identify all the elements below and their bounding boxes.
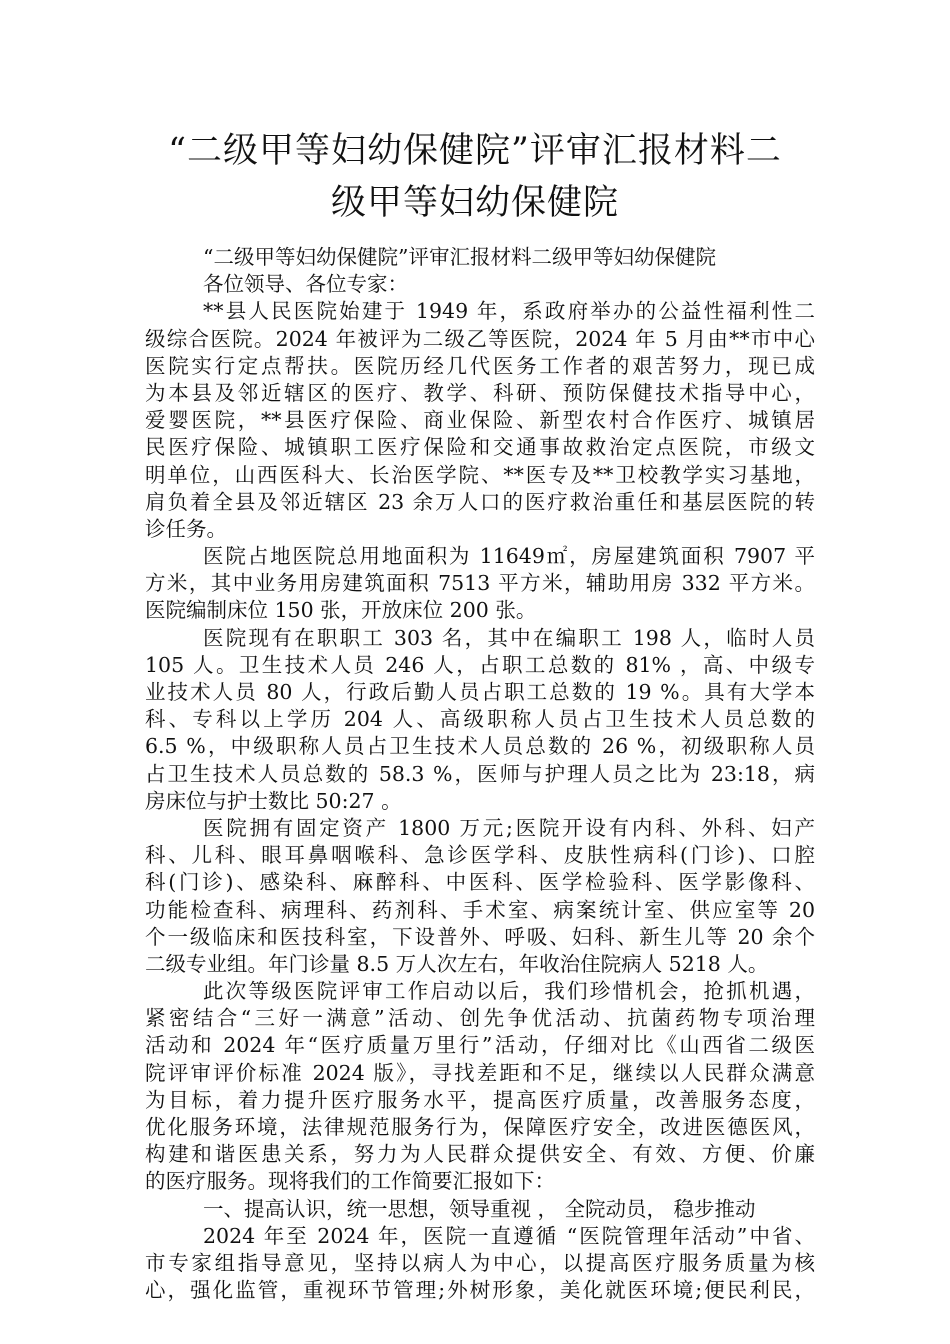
document-title-line-2: 级甲等妇幼保健院 (330, 183, 619, 223)
body-text-line: 市专家组指导意见，坚持以病人为中心，以提高医疗服务质量为核 (145, 1250, 815, 1275)
body-text-line: 为本县及邻近辖区的医疗、教学、科研、预防保健技术指导中心， (145, 380, 815, 405)
body-text-line: 6.5 %，中级职称人员占卫生技术人员总数的 26 %，初级职称人员 (145, 734, 815, 759)
body-text-line: 活动和 2024 年“医疗质量万里行”活动，仔细对比《山西省二级医 (145, 1033, 815, 1058)
body-text-line: 医院编制床位 150 张，开放床位 200 张。 (145, 598, 537, 623)
body-text-line: 医院占地医院总用地面积为 11649㎡，房屋建筑面积 7907 平 (203, 544, 815, 569)
body-text-line: 医院现有在职职工 303 名，其中在编职工 198 人，临时人员 (203, 625, 815, 650)
body-text-line: 二级专业组。年门诊量 8.5 万人次左右，年收治住院病人 5218 人。 (145, 951, 769, 976)
body-text-line: 为目标，着力提升医疗服务水平，提高医疗质量，改善服务态度， (145, 1087, 815, 1112)
document-title-line-1: “二级甲等妇幼保健院”评审汇报材料二 (168, 131, 782, 171)
body-text-line: “二级甲等妇幼保健院”评审汇报材料二级甲等妇幼保健院 (203, 245, 716, 269)
body-text-line: 级综合医院。2024 年被评为二级乙等医院，2024 年 5 月由**市中心 (145, 326, 815, 351)
body-text-line: 医院实行定点帮扶。医院历经几代医务工作者的艰苦努力，现已成 (145, 353, 815, 378)
body-text-line: 民医疗保险、城镇职工医疗保险和交通事故救治定点医院，市级文 (145, 435, 815, 460)
body-text-line: 业技术人员 80 人，行政后勤人员占职工总数的 19 %。具有大学本 (145, 680, 815, 704)
body-text-line: 爱婴医院，**县医疗保险、商业保险、新型农村合作医疗、城镇居 (145, 408, 815, 433)
body-text-line: 占卫生技术人员总数的 58.3 %，医师与护理人员之比为 23:18，病 (145, 761, 815, 786)
body-text-line: 紧密结合“三好一满意”活动、创先争优活动、抗菌药物专项治理 (145, 1006, 815, 1031)
body-text-line: 构建和谐医患关系，努力为人民群众提供安全、有效、方便、价廉 (145, 1142, 815, 1167)
body-text-line: 肩负着全县及邻近辖区 23 余万人口的医疗救治重任和基层医院的转 (145, 489, 815, 514)
body-text-line: 105 人。卫生技术人员 246 人，占职工总数的 81% ，高、中级专 (145, 652, 815, 677)
body-text-line: 2024 年至 2024 年，医院一直遵循 “医院管理年活动”中省、 (203, 1223, 815, 1248)
body-text-line: 此次等级医院评审工作启动以后，我们珍惜机会，抢抓机遇， (203, 979, 815, 1004)
body-text-line: 房床位与护士数比 50:27 。 (145, 788, 402, 813)
body-text-line: 优化服务环境，法律规范服务行为，保障医疗安全，改进医德医风， (145, 1115, 815, 1139)
body-text-line: 功能检查科、病理科、药剂科、手术室、病案统计室、供应室等 20 (145, 897, 815, 922)
body-text-line: 的医疗服务。现将我们的工作简要汇报如下： (145, 1169, 555, 1194)
body-text-line: 科、专科以上学历 204 人、高级职称人员占卫生技术人员总数的 (145, 707, 815, 732)
body-text-line: 院评审评价标准 2024 版》，寻找差距和不足，继续以人民群众满意 (145, 1060, 815, 1085)
body-text-line: 心，强化监管，重视环节管理;外树形象，美化就医环境;便民利民， (145, 1278, 815, 1303)
body-text-line: 科、儿科、眼耳鼻咽喉科、急诊医学科、皮肤性病科(门诊)、口腔 (145, 843, 815, 868)
body-text-line: 医院拥有固定资产 1800 万元;医院开设有内科、外科、妇产 (203, 815, 815, 840)
body-text-line: **县人民医院始建于 1949 年，系政府举办的公益性福利性二 (203, 299, 815, 324)
body-text-line: 一、提高认识，统一思想，领导重视 ， 全院动员， 稳步推动 (203, 1196, 756, 1221)
document-body (145, 244, 815, 1304)
body-text-line: 明单位，山西医科大、长治医学院、**医专及**卫校教学实习基地， (145, 462, 815, 487)
body-text-line: 方米，其中业务用房建筑面积 7513 平方米，辅助用房 332 平方米。 (145, 571, 815, 596)
body-text-line: 诊任务。 (145, 516, 227, 541)
body-text-line: 各位领导、各位专家： (203, 272, 408, 297)
body-text-line: 个一级临床和医技科室，下设普外、呼吸、妇科、新生儿等 20 余个 (145, 924, 815, 949)
body-text-line: 科(门诊)、感染科、麻醉科、中医科、医学检验科、医学影像科、 (145, 870, 815, 895)
